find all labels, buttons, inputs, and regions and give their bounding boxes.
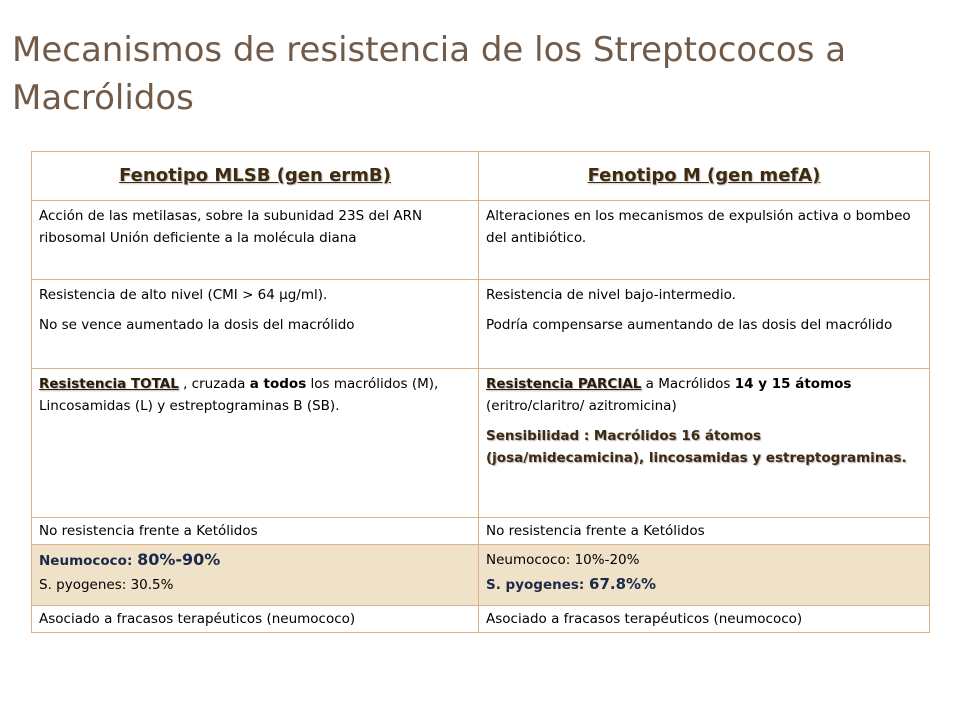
cell-failure-m: Asociado a fracasos terapéuticos (neumococo) xyxy=(479,606,930,633)
scope-m-highlight: Resistencia PARCIAL xyxy=(486,376,642,392)
table-header-row xyxy=(32,152,930,201)
header-mlsb: Fenotipo MLSB (gen ermB) xyxy=(32,152,479,201)
level-m-p2: Podría compensarse aumentando de las dosis del macrólido xyxy=(486,317,893,333)
table-row xyxy=(32,369,930,518)
comparison-table xyxy=(31,151,930,633)
scope-m-t2: (eritro/claritro/ azitromicina) xyxy=(486,398,677,414)
table-row xyxy=(32,606,930,633)
cell-scope-m xyxy=(479,369,930,518)
prevalence-mlsb-pyogenes: S. pyogenes: 30.5% xyxy=(39,577,174,593)
scope-mlsb-t1: , cruzada xyxy=(178,376,250,392)
prevalence-m-label: S. pyogenes: xyxy=(486,577,590,593)
scope-m-t1: a Macrólidos xyxy=(641,376,735,392)
scope-mlsb-b1: a todos xyxy=(249,376,307,392)
level-mlsb-p1: Resistencia de alto nivel (CMI > 64 µg/ml). xyxy=(39,287,328,303)
table-row xyxy=(32,518,930,545)
scope-m-sensitivity: Sensibilidad : Macrólidos 16 átomos (josa/midecamicina), lincosamidas y estreptograminas. xyxy=(486,428,907,466)
prevalence-mlsb-neumococo xyxy=(39,549,471,572)
level-mlsb-p2: No se vence aumentado la dosis del macrólido xyxy=(39,317,355,333)
scope-m-b1: 14 y 15 átomos xyxy=(734,376,852,392)
prevalence-mlsb-label: Neumococo: xyxy=(39,553,138,569)
slide-title: Mecanismos de resistencia de los Streptococos a Macrólidos xyxy=(12,30,847,118)
header-m: Fenotipo M (gen mefA) xyxy=(479,152,930,201)
scope-m-text xyxy=(486,373,922,417)
cell-prevalence-m xyxy=(479,545,930,606)
table-row xyxy=(32,280,930,369)
cell-level-m xyxy=(479,280,930,369)
prevalence-mlsb-value: 80%-90% xyxy=(137,550,221,569)
cell-ketolides-m: No resistencia frente a Ketólidos xyxy=(479,518,930,545)
table-row xyxy=(32,201,930,280)
prevalence-m-value: 67.8%% xyxy=(589,575,657,593)
scope-mlsb-highlight: Resistencia TOTAL xyxy=(39,376,179,392)
cell-mechanism-mlsb: Acción de las metilasas, sobre la subunidad 23S del ARN ribosomal Unión deficiente a la molécula diana xyxy=(32,201,479,280)
cell-failure-mlsb: Asociado a fracasos terapéuticos (neumococo) xyxy=(32,606,479,633)
cell-level-mlsb xyxy=(32,280,479,369)
scope-mlsb-text xyxy=(39,373,471,417)
scope-mlsb-t2: los macrólidos (M), Lincosamidas (L) y estreptograminas B (SB). xyxy=(39,376,439,414)
cell-prevalence-mlsb xyxy=(32,545,479,606)
cell-scope-mlsb xyxy=(32,369,479,518)
cell-ketolides-mlsb: No resistencia frente a Ketólidos xyxy=(32,518,479,545)
prevalence-m-neumococo: Neumococo: 10%-20% xyxy=(486,552,640,568)
table-row xyxy=(32,545,930,606)
cell-mechanism-m: Alteraciones en los mecanismos de expulsión activa o bombeo del antibiótico. xyxy=(479,201,930,280)
level-m-p1: Resistencia de nivel bajo-intermedio. xyxy=(486,287,736,303)
prevalence-m-pyogenes xyxy=(486,573,922,596)
